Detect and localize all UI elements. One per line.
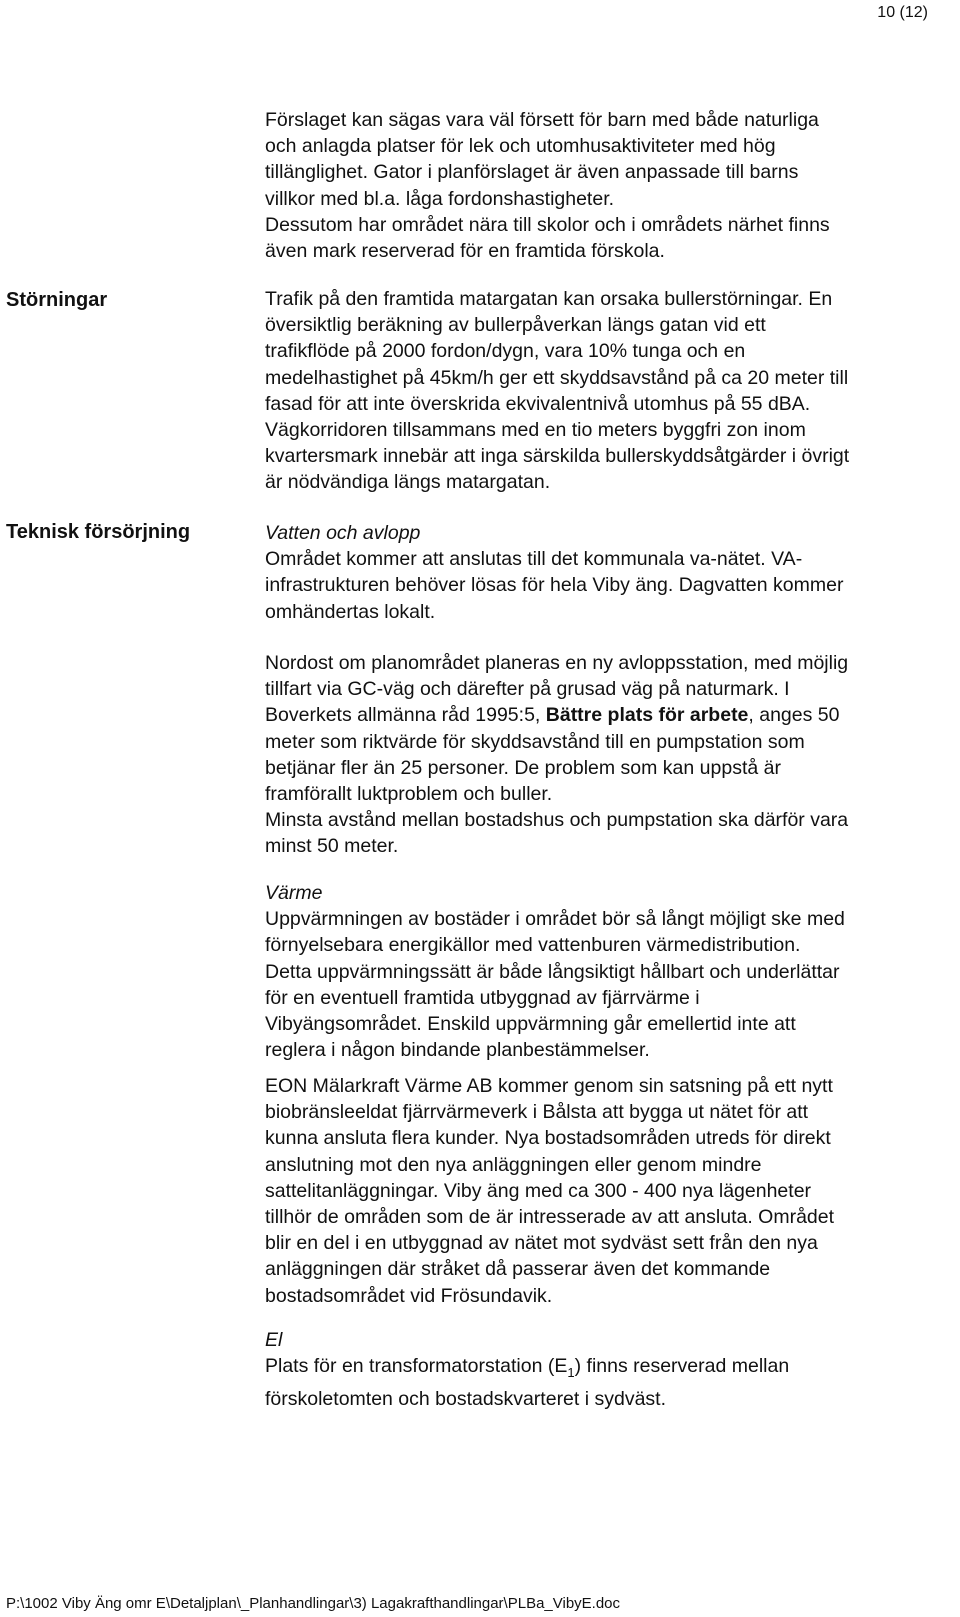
text-line: även mark reserverad för en framtida förskola. [265, 240, 665, 263]
text-line: förnyelsebara energikällor med vattenburen värmedistribution. [265, 934, 801, 957]
text-line: Området kommer att anslutas till det kommunala va-nätet. VA- [265, 548, 803, 571]
text-line: villkor med bl.a. låga fordonshastigheter. [265, 187, 615, 210]
text-line: Nordost om planområdet planeras en ny avloppsstation, med möjlig [265, 652, 849, 674]
text-line: medelhastighet på 45km/h ger ett skyddsavstånd på ca 20 meter till [265, 366, 849, 389]
text-line: tillhör de områden som de är intresserade av att ansluta. Området [265, 1206, 835, 1229]
text-line: förskoletomten och bostadskvarteret i sydväst. [265, 1388, 667, 1411]
section-heading-storningar: Störningar [6, 289, 108, 311]
text-line: meter som riktvärde för skyddsavstånd till en pumpstation som [265, 730, 805, 753]
eon-paragraph [265, 1073, 955, 1309]
el-block [265, 1327, 955, 1413]
subheading-vatten: Vatten och avlopp [265, 522, 421, 544]
pumpstation-paragraph [265, 650, 955, 860]
text-line: EON Mälarkraft Värme AB kommer genom sin satsning på ett nytt [265, 1075, 833, 1097]
page-number: 10 (12) [877, 4, 928, 21]
text-line: anläggningen där stråket då passerar även det kommande [265, 1258, 771, 1281]
text-line: fasad för att inte överskrida ekvivalentnivå utomhus på 55 dBA. [265, 392, 811, 415]
text-line: är nödvändiga längs matargatan. [265, 471, 551, 494]
text-line: kvartersmark innebär att inga särskilda bullerskyddsåtgärder i övrigt [265, 445, 850, 468]
text-line: Vibyängsområdet. Enskild uppvärmning går emellertid inte att [265, 1013, 796, 1036]
text-line: översiktlig beräkning av bullerpåverkan längs gatan vid ett [265, 314, 766, 337]
text-line: Minsta avstånd mellan bostadshus och pumpstation ska därför vara [265, 809, 849, 832]
text-line: och anlagda platser för lek och utomhusaktiviteter med hög [265, 135, 776, 158]
text-line: blir en del i en utbyggnad av nätet mot sydväst sett från den nya [265, 1232, 818, 1255]
text-span: Plats för en transformatorstation (E [265, 1355, 568, 1378]
text-line: kunna ansluta flera kunder. Nya bostadsområden utreds för direkt [265, 1127, 831, 1150]
subheading-varme: Värme [265, 882, 323, 904]
text-line: sattelitanläggningar. Viby äng med ca 300 - 400 nya lägenheter [265, 1179, 812, 1202]
text-span: ) finns reserverad mellan [574, 1355, 790, 1378]
text-line: betjänar fler än 25 personer. De problem som kan uppstå är [265, 756, 781, 779]
text-line: reglera i någon bindande planbestämmelser. [265, 1039, 650, 1062]
text-line [265, 1353, 955, 1386]
text-line: för en eventuell framtida utbyggnad av fjärrvärme i [265, 986, 700, 1009]
intro-paragraph [265, 107, 955, 264]
bold-reference: Bättre plats för arbete [545, 704, 749, 727]
text-span: , anges 50 [748, 704, 840, 727]
text-line: Förslaget kan sägas vara väl försett för barn med både naturliga [265, 109, 819, 131]
text-line: Dessutom har området nära till skolor och i områdets närhet finns [265, 213, 830, 236]
text-line: trafikflöde på 2000 fordon/dygn, vara 10% tunga och en [265, 340, 746, 363]
text-line: Trafik på den framtida matargatan kan orsaka bullerstörningar. En [265, 288, 833, 310]
text-line: omhändertas lokalt. [265, 600, 436, 623]
varme-block [265, 880, 955, 1063]
storningar-paragraph [265, 286, 955, 496]
text-span: Boverkets allmänna råd 1995:5, [265, 704, 546, 727]
subheading-el: El [265, 1329, 283, 1351]
vatten-block [265, 520, 955, 625]
text-line: biobränsleeldat fjärrvärmeverk i Bålsta att bygga ut nätet för att [265, 1101, 809, 1124]
text-line: Vägkorridoren tillsammans med en tio meters byggfri zon inom [265, 419, 806, 442]
text-line: Uppvärmningen av bostäder i området bör så långt möjligt ske med [265, 908, 845, 931]
text-line: tillfart via GC-väg och därefter på grusad väg på naturmark. I [265, 678, 790, 701]
text-line: bostadsområdet vid Frösundavik. [265, 1284, 553, 1307]
text-line [265, 702, 955, 728]
text-line: tillänglighet. Gator i planförslaget är även anpassade till barns [265, 161, 799, 184]
section-heading-teknisk: Teknisk försörjning [6, 521, 191, 543]
subscript: 1 [567, 1365, 575, 1381]
text-line: infrastrukturen behöver lösas för hela Viby äng. Dagvatten kommer [265, 574, 844, 597]
text-line: Detta uppvärmningssätt är både långsiktigt hållbart och underlättar [265, 960, 840, 983]
text-line: minst 50 meter. [265, 835, 399, 858]
footer-file-path: P:\1002 Viby Äng omr E\Detaljplan\_Planhandlingar\3) Lagakrafthandlingar\PLBa_VibyE.doc [6, 1595, 621, 1612]
text-line: anslutning mot den nya anläggningen eller genom mindre [265, 1153, 762, 1176]
text-line: framförallt luktproblem och buller. [265, 783, 553, 806]
